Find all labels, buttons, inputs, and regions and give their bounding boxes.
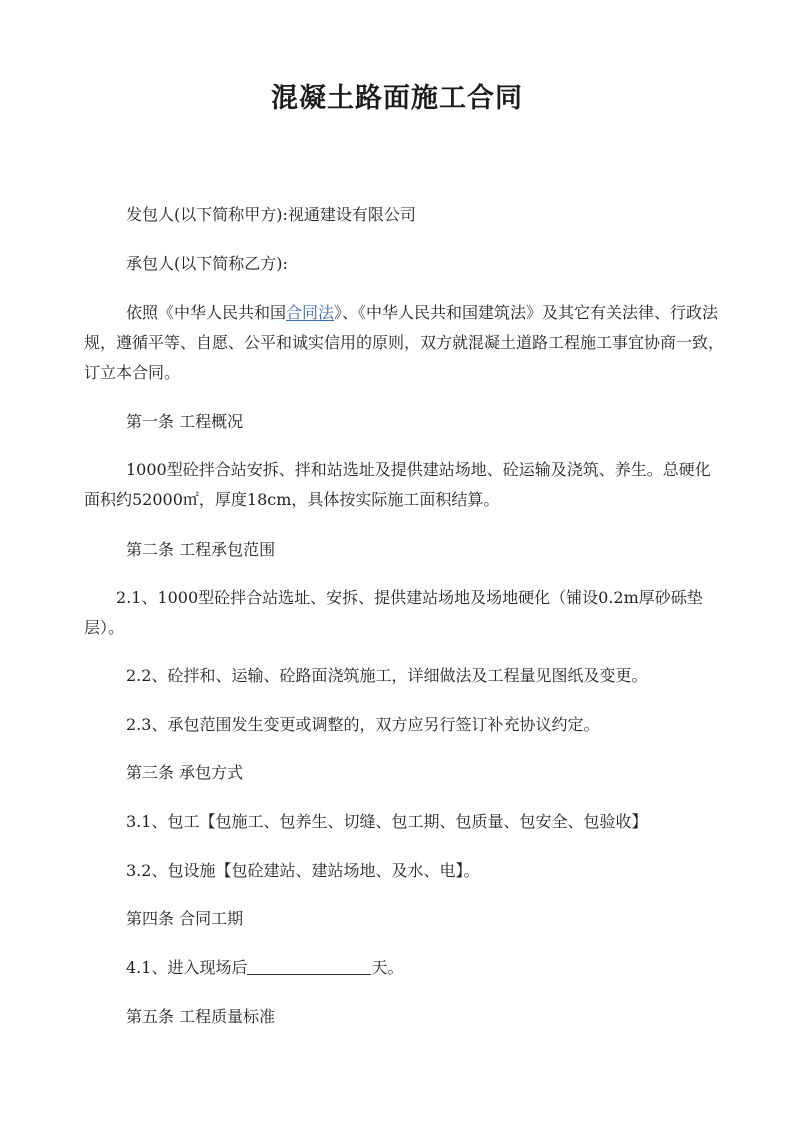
article-3-2: 3.2、包设施【包砼建站、建站场地、及水、电】。 xyxy=(126,861,480,880)
days-blank-field[interactable] xyxy=(247,958,371,975)
article-3-heading: 第三条 承包方式 xyxy=(126,763,244,782)
contract-law-link[interactable]: 合同法 xyxy=(286,303,335,322)
article-1-text: 1000型砼拌合站安拆、拌和站选址及提供建站场地、砼运输及浇筑、养生。总硬化面积约52000㎡，厚度18cm，具体按实际施工面积结算。 xyxy=(84,460,711,509)
article-2-1: 2.1、1000型砼拌合站选址、安拆、提供建站场地及场地硬化（铺设0.2m厚砂砾垫层）。 xyxy=(84,588,703,637)
article-2-heading: 第二条 工程承包范围 xyxy=(126,540,276,559)
intro-text-before: 依照《中华人民共和国 xyxy=(126,303,287,322)
document-title: 混凝土路面施工合同 xyxy=(271,83,523,114)
article-4-1 xyxy=(84,953,724,983)
article-4-1-after: 天。 xyxy=(371,958,404,977)
intro-text-after: 》、《中华人民共和国建筑法》及其它有关法律、行政法规，遵循平等、自愿、公平和诚实信用的原则，双方就混凝土道路工程施工事宜协商一致，订立本合同。 xyxy=(84,303,725,382)
article-2-2: 2.2、砼拌和、运输、砼路面浇筑施工，详细做法及工程量见图纸及变更。 xyxy=(126,666,648,685)
article-1-heading: 第一条 工程概况 xyxy=(126,412,244,431)
intro-paragraph xyxy=(84,298,724,388)
article-4-1-before: 4.1、进入现场后 xyxy=(126,958,248,977)
article-4-heading: 第四条 合同工期 xyxy=(126,909,244,928)
article-3-1: 3.1、包工【包施工、包养生、切缝、包工期、包质量、包安全、包验收】 xyxy=(126,812,648,831)
party-a-line: 发包人(以下简称甲方):视通建设有限公司 xyxy=(126,205,416,224)
article-2-3: 2.3、承包范围发生变更或调整的，双方应另行签订补充协议约定。 xyxy=(126,715,600,734)
article-5-heading: 第五条 工程质量标准 xyxy=(126,1007,276,1026)
party-b-line: 承包人(以下简称乙方): xyxy=(126,254,288,273)
